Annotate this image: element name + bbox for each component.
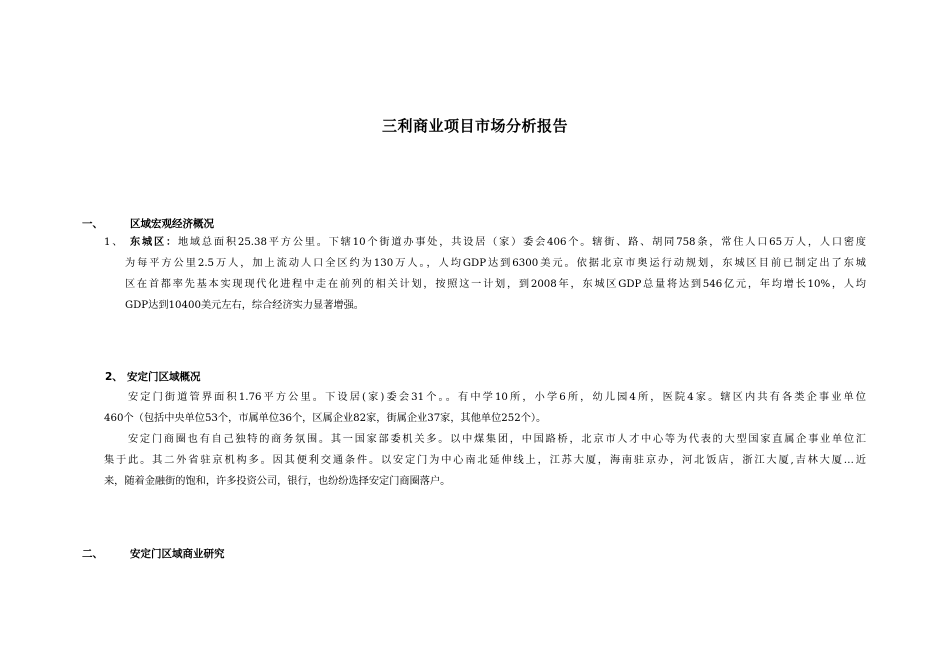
item-1-line-3: 区在首都率先基本实现现代化进程中走在前列的相关计划，按照这一计划，到2008年，东城区GDP总量将达到546亿元，年均增长10%，人均 <box>125 279 866 290</box>
item-2-heading: 安定门区域概况 <box>127 371 201 383</box>
item-1-lead: 东城区： <box>128 237 178 248</box>
item-2-p2-line-2: 集于此。其二外省驻京机构多。因其便利交通条件。以安定门为中心南北延伸线上，江苏大厦，海南驻京办，河北饭店，浙江大厦,吉林大厦…近 <box>104 455 866 466</box>
section-2-number: 二、 <box>82 548 103 560</box>
item-1-line-1 <box>104 232 866 253</box>
section-1-heading: 区域宏观经济概况 <box>130 218 214 230</box>
item-2-number: 2、 <box>105 371 123 383</box>
item-1-number: 1、 <box>104 237 125 248</box>
section-2-heading: 安定门区域商业研究 <box>130 548 225 560</box>
item-1-line-2: 为每平方公里2.5万人，加上流动人口全区约为130万人。，人均GDP达到6300美元。依据北京市奥运行动规划，东城区目前已制定出了东城 <box>125 258 866 269</box>
section-1-number: 一、 <box>82 218 103 230</box>
item-1-paragraph <box>104 232 866 253</box>
item-2-p1-line-2: 460个（包括中央单位53个，市属单位36个，区属企业82家，街属企业37家，其他单位252个）。 <box>104 413 547 424</box>
item-2-p1-line-1: 安定门街道管界面积1.76平方公里。下设居(家)委会31个。。有中学10所，小学6所，幼儿园4所，医院4家。辖区内共有各类企事业单位 <box>128 392 866 403</box>
item-2-paragraph-2 <box>104 429 866 492</box>
item-2-p2-line-3: 来，随着金融街的饱和，许多投资公司，银行，也纷纷选择安定门商圈落户。 <box>104 476 451 487</box>
item-1-continuation <box>125 253 866 316</box>
item-2-paragraph-1 <box>104 387 866 429</box>
item-1-line-4: GDP达到10400美元左右，综合经济实力显著增强。 <box>125 300 364 311</box>
item-1-line-1-text: 地域总面积25.38平方公里。下辖10个街道办事处，共设居（家）委会406个。辖街、路、胡同758条，常住人口65万人，人口密度 <box>177 237 866 248</box>
document-title: 三利商业项目市场分析报告 <box>381 117 568 135</box>
item-2-p2-line-1: 安定门商圈也有自己独特的商务氛围。其一国家部委机关多。以中煤集团，中国路桥，北京市人才中心等为代表的大型国家直属企事业单位汇 <box>128 434 866 445</box>
